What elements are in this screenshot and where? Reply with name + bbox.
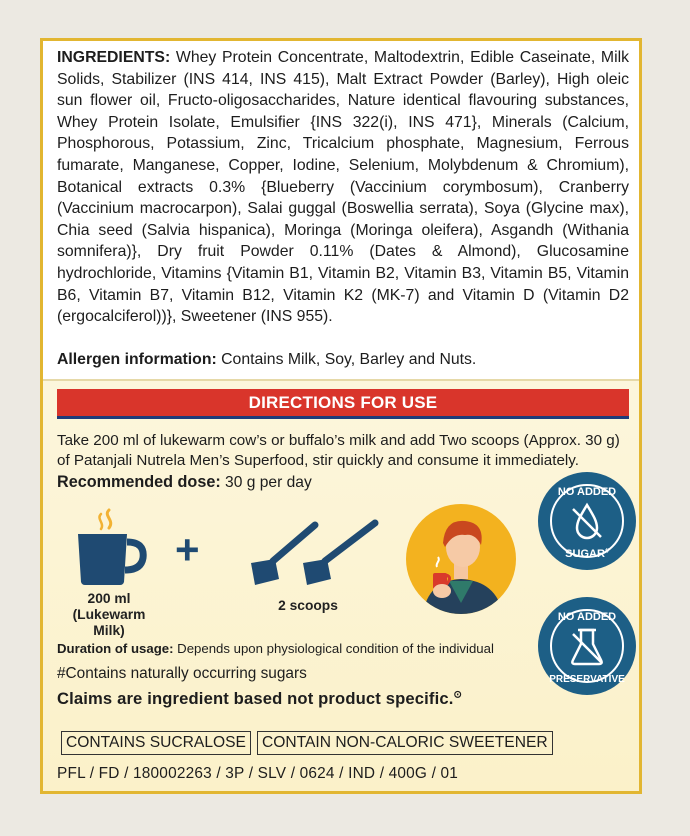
ingredients-section	[43, 41, 639, 381]
milk-cup-icon	[73, 506, 147, 586]
scoops-icon	[243, 519, 383, 591]
directions-banner	[57, 389, 629, 419]
duration-text: Depends upon physiological condition of the individual	[173, 641, 494, 656]
no-added-preservative-badge	[537, 596, 637, 696]
sugar-badge-mark: #	[604, 548, 609, 555]
batch-code: PFL / FD / 180002263 / 3P / SLV / 0624 / IND / 400G / 01	[57, 765, 459, 782]
preservative-badge-top: NO ADDED	[557, 611, 617, 623]
no-added-sugar-badge	[537, 471, 637, 571]
plus-sign: +	[175, 526, 200, 573]
directions-text: Take 200 ml of lukewarm cow’s or buffalo’s milk and add Two scoops (Approx. 30 g) of Patanjali Nutrela Men’s Superfood, stir quickly and consume it immediately.	[57, 432, 620, 469]
tag-non-caloric-sweetener: CONTAIN NON-CALORIC SWEETENER	[257, 731, 553, 755]
claims-mark: ⊙	[453, 689, 462, 701]
man-drinking-icon	[405, 503, 517, 615]
allergen-heading: Allergen information:	[57, 351, 217, 368]
sugar-badge-bottom: SUGAR	[565, 548, 605, 560]
preservative-badge-bottom: PRESERVATIVE	[549, 674, 625, 685]
directions-title: DIRECTIONS FOR USE	[248, 393, 438, 412]
claims-text: Claims are ingredient based not product specific.	[57, 689, 454, 708]
duration-label: Duration of usage:	[57, 641, 174, 656]
ingredients-text: Whey Protein Concentrate, Maltodextrin, Edible Caseinate, Milk Solids, Stabilizer (INS 414, INS 415), Malt Extract Powder (Barley), High oleic sun flower oil, Fructo-oligosaccharides, Nature identical flavouring substances, Whey Protein Isolate, Emulsifier {INS 322(i), INS 471}, Minerals (Calcium, Phosphorous, Potassium, Zinc, Tricalcium phosphate, Magnesium, Ferrous fumarate, Manganese, Copper, Iodine, Selenium, Molybdenum & Chromium), Botanical extracts 0.3% {Blueberry (Vaccinium corymbosum), Cranberry (Vaccinium macrocarpon), Salai guggal (Boswellia serrata), Soya (Glycine max), Chia seed (Salvia hispanica), Moringa (Moringa oleifera), Asgandh (Withania somnifera)}, Dry fruit Powder 0.11% (Dates & Almond), Glucosamine hydrochloride, Vitamins {Vitamin B1, Vitamin B2, Vitamin B3, Vitamin B5, Vitamin B6, Vitamin B7, Vitamin B12, Vitamin K2 (MK-7) and Vitamin D (Vitamin D2 (ergocalciferol))}, Sweetener (INS 955).	[57, 49, 629, 326]
milk-caption	[57, 591, 161, 639]
sugar-badge-top: NO ADDED	[557, 486, 617, 498]
claims-statement	[57, 689, 462, 709]
sugars-note: #Contains naturally occurring sugars	[57, 665, 307, 682]
ingredients-paragraph	[57, 47, 629, 328]
milk-type: (Lukewarm Milk)	[72, 607, 146, 638]
scoops-caption: 2 scoops	[278, 598, 338, 613]
dose-label: Recommended dose:	[57, 473, 221, 491]
duration-of-usage	[57, 641, 494, 656]
allergen-text: Contains Milk, Soy, Barley and Nuts.	[216, 351, 477, 368]
allergen-info	[57, 351, 476, 369]
tag-sucralose: CONTAINS SUCRALOSE	[61, 731, 251, 755]
ingredients-heading: INGREDIENTS:	[57, 49, 171, 66]
recommended-dose	[57, 473, 312, 492]
dose-value: 30 g per day	[220, 474, 312, 491]
svg-text:SUGAR#	[565, 548, 609, 560]
milk-amount: 200 ml	[87, 591, 131, 606]
label-panel	[40, 38, 642, 794]
